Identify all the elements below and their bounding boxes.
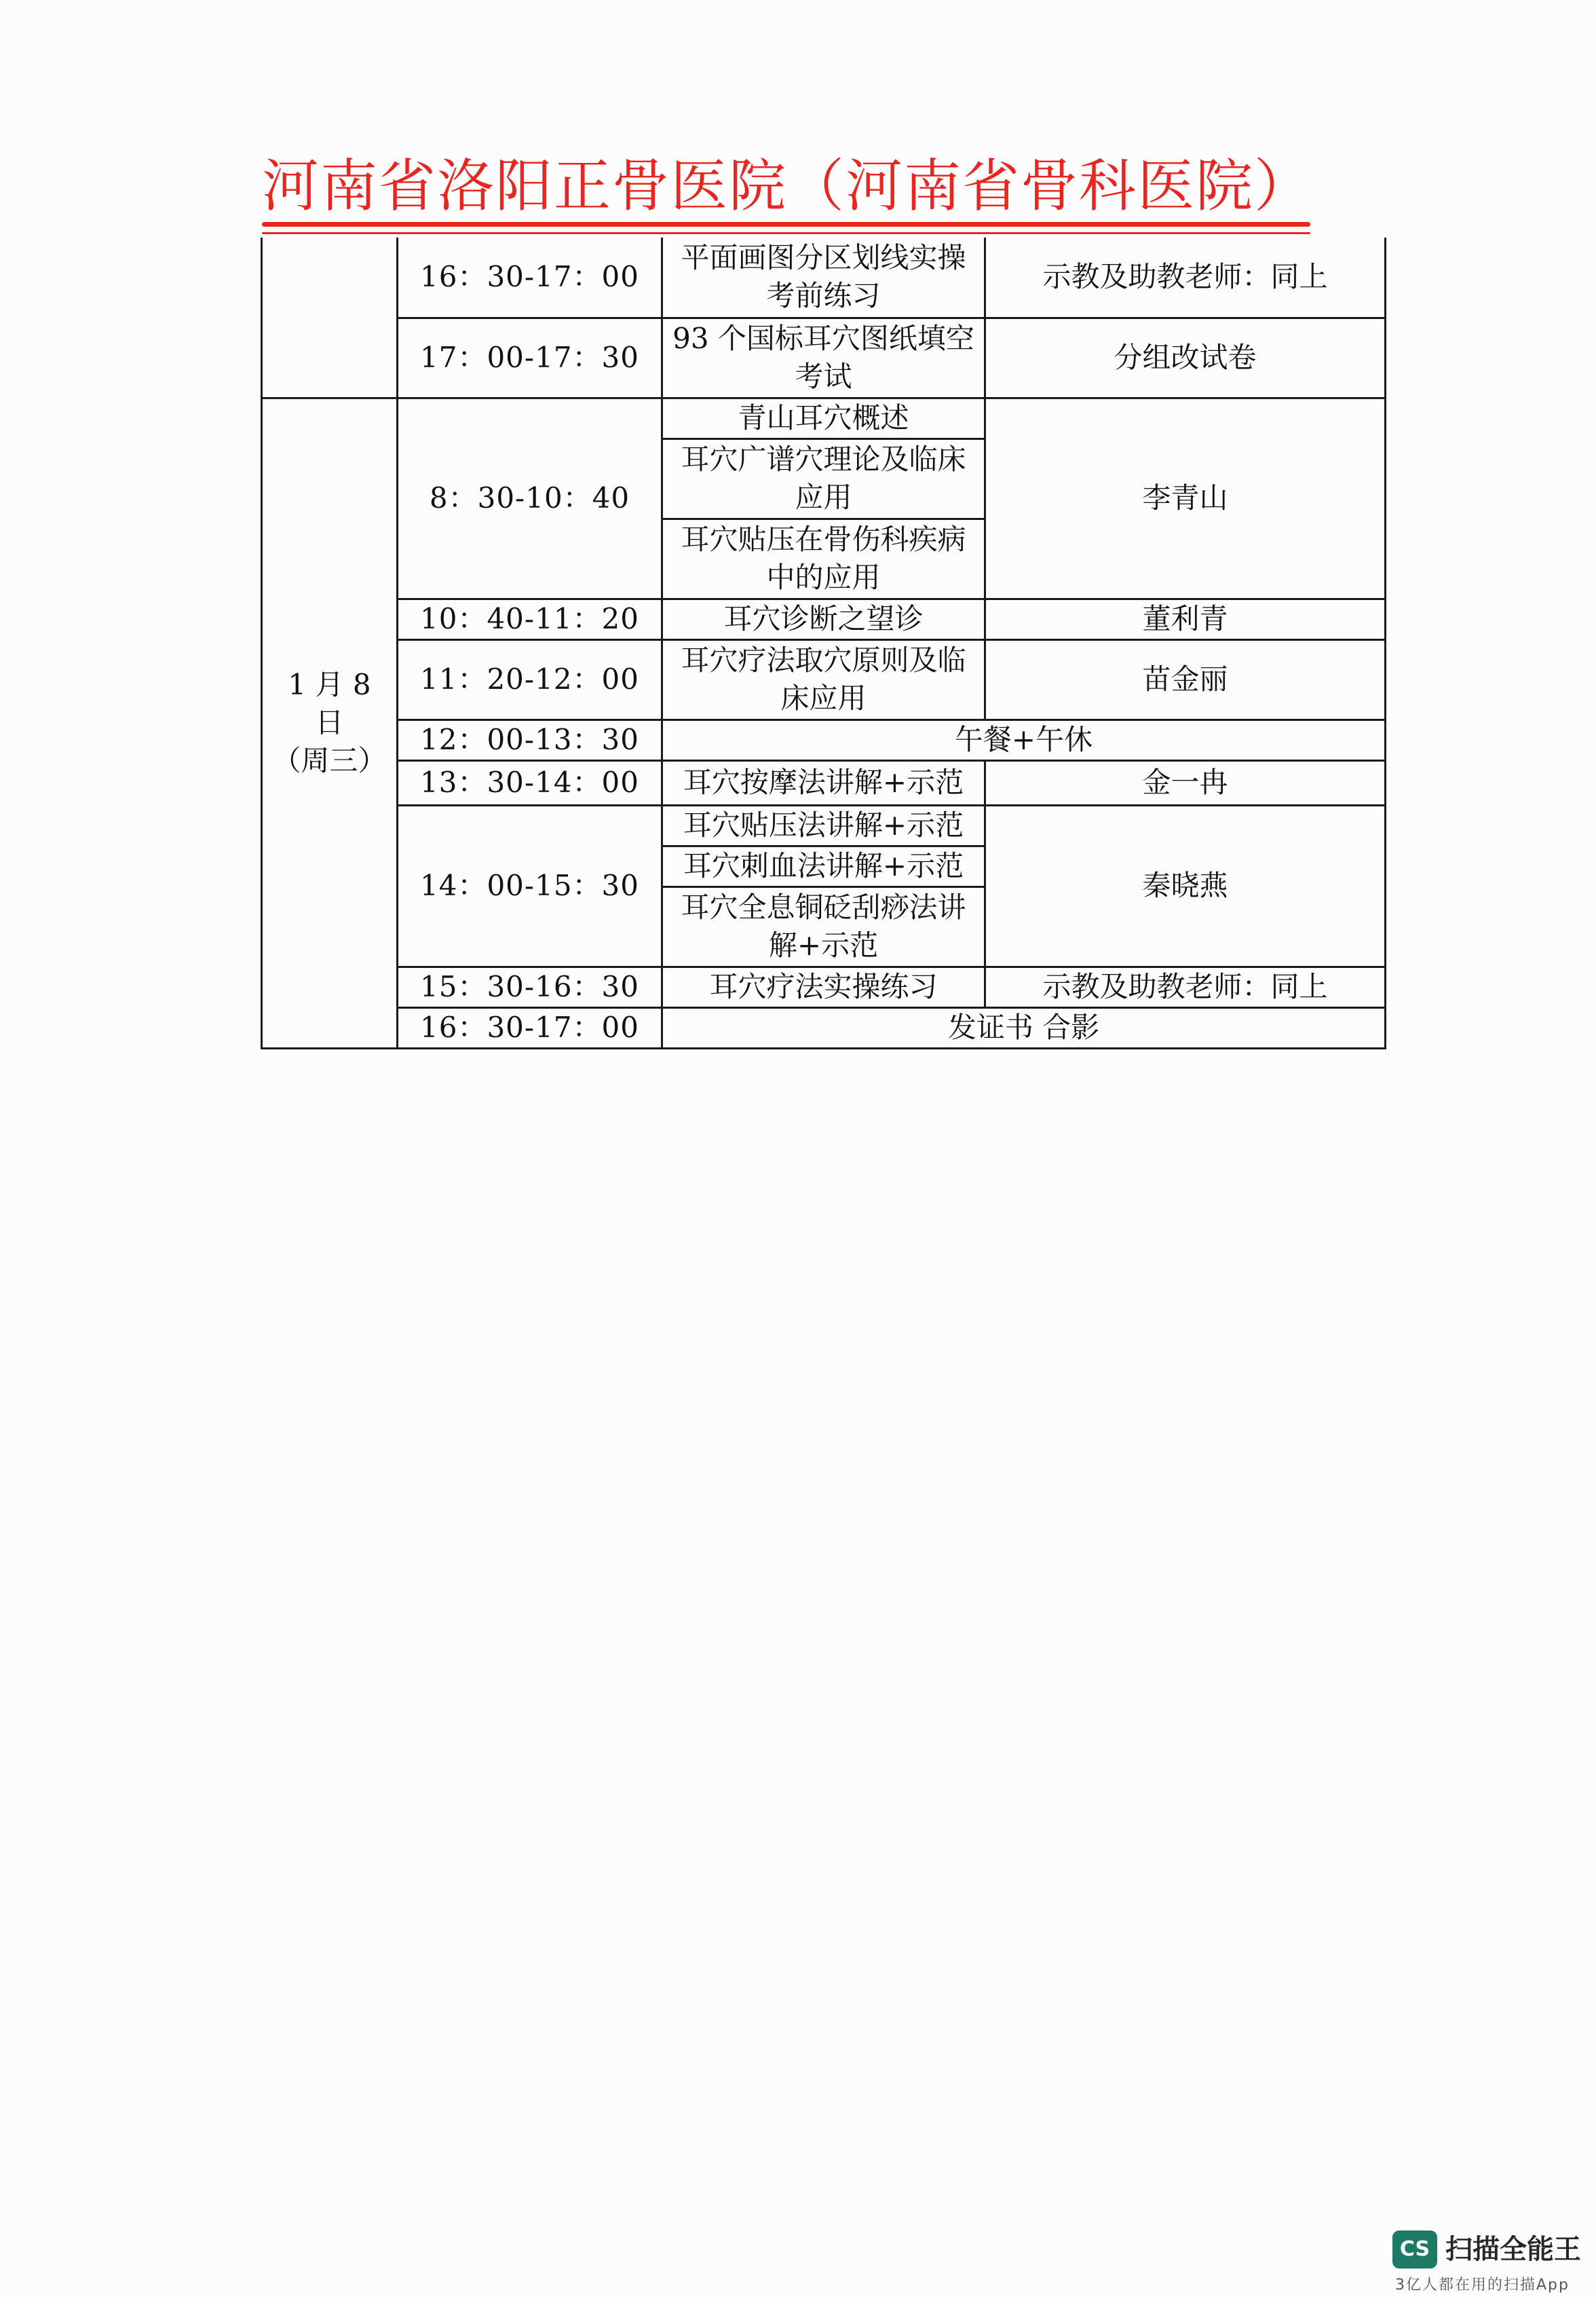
time-cell: 13：30-14：00 <box>398 760 662 805</box>
time-cell: 14：00-15：30 <box>398 805 662 967</box>
content-cell: 耳穴全息铜砭刮痧法讲解+示范 <box>662 886 985 967</box>
content-cell: 耳穴贴压在骨伤科疾病中的应用 <box>662 519 985 599</box>
time-cell: 16：30-17：00 <box>398 238 662 318</box>
scanner-watermark <box>1392 2230 1596 2297</box>
teacher-cell: 董利青 <box>985 599 1386 639</box>
title-underline-thin <box>262 232 1310 234</box>
teacher-cell: 李青山 <box>985 398 1386 599</box>
time-cell: 8：30-10：40 <box>398 398 662 599</box>
content-cell: 耳穴贴压法讲解+示范 <box>662 805 985 846</box>
content-cell: 青山耳穴概述 <box>662 398 985 438</box>
content-cell: 93 个国标耳穴图纸填空考试 <box>662 318 985 398</box>
time-cell: 15：30-16：30 <box>398 967 662 1007</box>
table-row <box>262 967 1386 1007</box>
date-label: 1 月 8 日 <box>288 668 371 739</box>
teacher-cell: 秦晓燕 <box>985 805 1386 967</box>
content-cell: 耳穴疗法实操练习 <box>662 967 985 1007</box>
content-cell: 耳穴按摩法讲解+示范 <box>662 760 985 805</box>
watermark-tagline: 3亿人都在用的扫描App <box>1395 2277 1570 2294</box>
camscanner-logo-icon: CS <box>1392 2230 1437 2268</box>
content-cell: 耳穴疗法取穴原则及临床应用 <box>662 639 985 720</box>
table-row <box>262 1007 1386 1048</box>
teacher-cell: 分组改试卷 <box>985 318 1386 398</box>
time-cell: 12：00-13：30 <box>398 720 662 760</box>
table-row <box>262 238 1386 318</box>
title-underline-thick <box>262 222 1310 227</box>
table-row <box>262 805 1386 846</box>
table-row <box>262 398 1386 438</box>
table-row <box>262 599 1386 639</box>
table-row <box>262 318 1386 398</box>
content-cell: 耳穴刺血法讲解+示范 <box>662 846 985 886</box>
teacher-cell: 示教及助教老师：同上 <box>985 238 1386 318</box>
date-cell-previous <box>262 238 398 398</box>
watermark-brand: 扫描全能王 <box>1445 2234 1581 2265</box>
teacher-cell: 苗金丽 <box>985 639 1386 720</box>
date-cell <box>262 398 398 1048</box>
schedule-table <box>261 238 1386 1049</box>
table-row <box>262 720 1386 760</box>
content-cell: 平面画图分区划线实操考前练习 <box>662 238 985 318</box>
teacher-cell: 金一冉 <box>985 760 1386 805</box>
teacher-cell: 示教及助教老师：同上 <box>985 967 1386 1007</box>
content-cell: 发证书 合影 <box>662 1007 1386 1048</box>
time-cell: 11：20-12：00 <box>398 639 662 720</box>
content-cell: 耳穴诊断之望诊 <box>662 599 985 639</box>
table-row <box>262 760 1386 805</box>
time-cell: 17：00-17：30 <box>398 318 662 398</box>
time-cell: 16：30-17：00 <box>398 1007 662 1048</box>
weekday-label: （周三） <box>272 744 387 777</box>
hospital-title: 河南省洛阳正骨医院（河南省骨科医院） <box>262 153 1313 219</box>
content-cell: 耳穴广谱穴理论及临床应用 <box>662 438 985 519</box>
content-cell: 午餐+午休 <box>662 720 1386 760</box>
time-cell: 10：40-11：20 <box>398 599 662 639</box>
table-row <box>262 639 1386 720</box>
document-header <box>262 145 1313 237</box>
